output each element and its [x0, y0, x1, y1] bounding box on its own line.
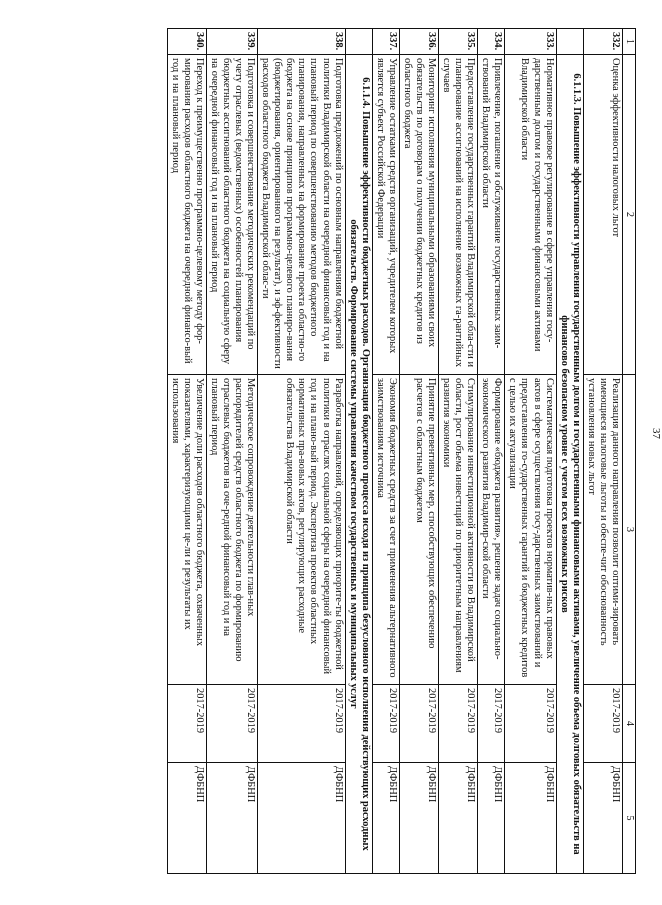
table-row — [583, 29, 622, 874]
row-number: 336. — [399, 29, 438, 55]
executor-cell: ДФБНП — [206, 763, 257, 874]
executor-cell: ДФБНП — [505, 763, 556, 874]
table-body — [167, 29, 622, 874]
executor-cell: ДФБНП — [399, 763, 438, 874]
table-row — [167, 29, 206, 874]
row-number: 333. — [505, 29, 556, 55]
result-cell: Экономия бюджетных средств за счет применения альтернативного заимствованиям источника — [372, 375, 399, 685]
executor-cell: ДФБНП — [583, 763, 622, 874]
executor-cell: ДФБНП — [167, 763, 206, 874]
period-cell: 2017-2019 — [258, 685, 345, 763]
rotated-table-area — [64, 28, 662, 873]
measure-cell: Управление остатками средств организаций, учредителем которых является субъект Российской Федерации — [372, 55, 399, 375]
measure-cell: Предоставление государственных гарантий Владимирской обла-сти и планирование ассигнований на исполнение возможных га-рантийных случаев — [439, 55, 478, 375]
measure-cell: Подготовка предложений по основным направлениям бюджетной политики Владимирской области на очередной финансовый год и на плановый период по совершенствованию методов бюджетного планирования, направленных на формирование проекта областно-го бюджета на основе принципов программно-целевого планиро-вания (бюджетирования, ориентированного на результат), и эф-фективности расходов областного бюджета Владимирской облас-ти — [258, 55, 345, 375]
row-number: 338. — [258, 29, 345, 55]
table-row — [439, 29, 478, 874]
result-cell: Формирование «бюджета развития», решение задач социально-экономического развития Владимир-ской области — [478, 375, 505, 685]
executor-cell: ДФБНП — [372, 763, 399, 874]
section-heading: 6.1.1.4. Повышение эффективности бюджетных расходов. Организация бюджетного процесса исходя из принципа безусловного исполнения действующих расходных обязательств. Формирование системы управления качеством государственных и муниципальных услуг — [345, 55, 372, 874]
header-col-2: 2 — [622, 55, 635, 375]
period-cell: 2017-2019 — [167, 685, 206, 763]
executor-cell: ДФБНП — [439, 763, 478, 874]
header-col-4: 4 — [622, 685, 635, 763]
result-cell: Принятие превентивных мер, способствующих обеспечению расчетов с областным бюджетом — [399, 375, 438, 685]
section-spacer — [556, 29, 583, 55]
executor-cell: ДФБНП — [258, 763, 345, 874]
row-number: 334. — [478, 29, 505, 55]
period-cell: 2017-2019 — [478, 685, 505, 763]
header-col-5: 5 — [622, 763, 635, 874]
executor-cell: ДФБНП — [478, 763, 505, 874]
measure-cell: Переход к преимущественно программно-целевому методу фор-мирования расходов областного бюджета на очередной финансо-вый год и на плановый период — [167, 55, 206, 375]
period-cell: 2017-2019 — [372, 685, 399, 763]
period-cell: 2017-2019 — [439, 685, 478, 763]
table-row — [206, 29, 257, 874]
period-cell: 2017-2019 — [399, 685, 438, 763]
period-cell: 2017-2019 — [505, 685, 556, 763]
row-number: 337. — [372, 29, 399, 55]
result-cell: Методическое сопровождение деятельности глав-ных распорядителей средств областного бюджета по формированию отраслевых бюджетов на оче-редной финансовый год и на плановый период — [206, 375, 257, 685]
row-number: 335. — [439, 29, 478, 55]
row-number: 340. — [167, 29, 206, 55]
result-cell: Систематическая подготовка проектов норматив-ных правовых актов в сфере осуществления госу-дарственных заимствований и предоставления го-сударственных гарантий и бюджетных кредитов с целью их актуализации — [505, 375, 556, 685]
header-col-1: 1 — [622, 29, 635, 55]
row-number: 339. — [206, 29, 257, 55]
section-row — [556, 29, 583, 874]
result-cell: Увеличение доли расходов областного бюджета, охваченных показателями, характеризующими це-ли и результаты их использования — [167, 375, 206, 685]
period-cell: 2017-2019 — [206, 685, 257, 763]
row-number: 332. — [583, 29, 622, 55]
result-cell: Стимулирование инвестиционной активности во Владимирской области, рост объема инвестиций по приоритетным направлениям развития экономики — [439, 375, 478, 685]
header-row — [622, 29, 635, 874]
section-spacer — [345, 29, 372, 55]
page-number: 37 — [650, 428, 662, 439]
measure-cell: Нормативное правовое регулирование в сфере управления госу-дарственным долгом и государственными финансовыми активами Владимирской области — [505, 55, 556, 375]
measure-cell: Мониторинг исполнения муниципальными образованиями своих обязательств по договорам о получении бюджетных кредитов из областного бюджета — [399, 55, 438, 375]
table-row — [478, 29, 505, 874]
table-row — [258, 29, 345, 874]
table-row — [505, 29, 556, 874]
table-row — [399, 29, 438, 874]
table-row — [372, 29, 399, 874]
header-col-3: 3 — [622, 375, 635, 685]
measure-cell: Оценка эффективности налоговых льгот — [583, 55, 622, 375]
result-cell: Реализация данного направления позволит оптими-зировать имеющиеся налоговые льготы и обеспе-чит обоснованность установления новых льгот — [583, 375, 622, 685]
result-cell: Разработка направлений, определяющих приорите-ты бюджетной политики в отраслях социальной сферы на очередной финансовый год и на плано-вый период. Экспертиза проектов областных нормативных пра-вовых актов, регулирующих расходные обязательства Владимирской области — [258, 375, 345, 685]
section-row — [345, 29, 372, 874]
measure-cell: Привлечение, погашение и обслуживание государственных заим-ствований Владимирской области — [478, 55, 505, 375]
measure-cell: Подготовка и совершенствование методических рекомендаций по учету отраслевых (ведомственных) особенностей планирования бюджетных ассигнований областного бюджета на социальную сферу на очередной финансовый год и на плановый период — [206, 55, 257, 375]
measures-table — [167, 28, 636, 874]
period-cell: 2017-2019 — [583, 685, 622, 763]
section-heading: 6.1.1.3. Повышение эффективности управления государственным долгом и государственными финансовыми активами, увеличение объема долговых обязательств на финансово безопасном уровне с учетом всех возможных рисков — [556, 55, 583, 874]
